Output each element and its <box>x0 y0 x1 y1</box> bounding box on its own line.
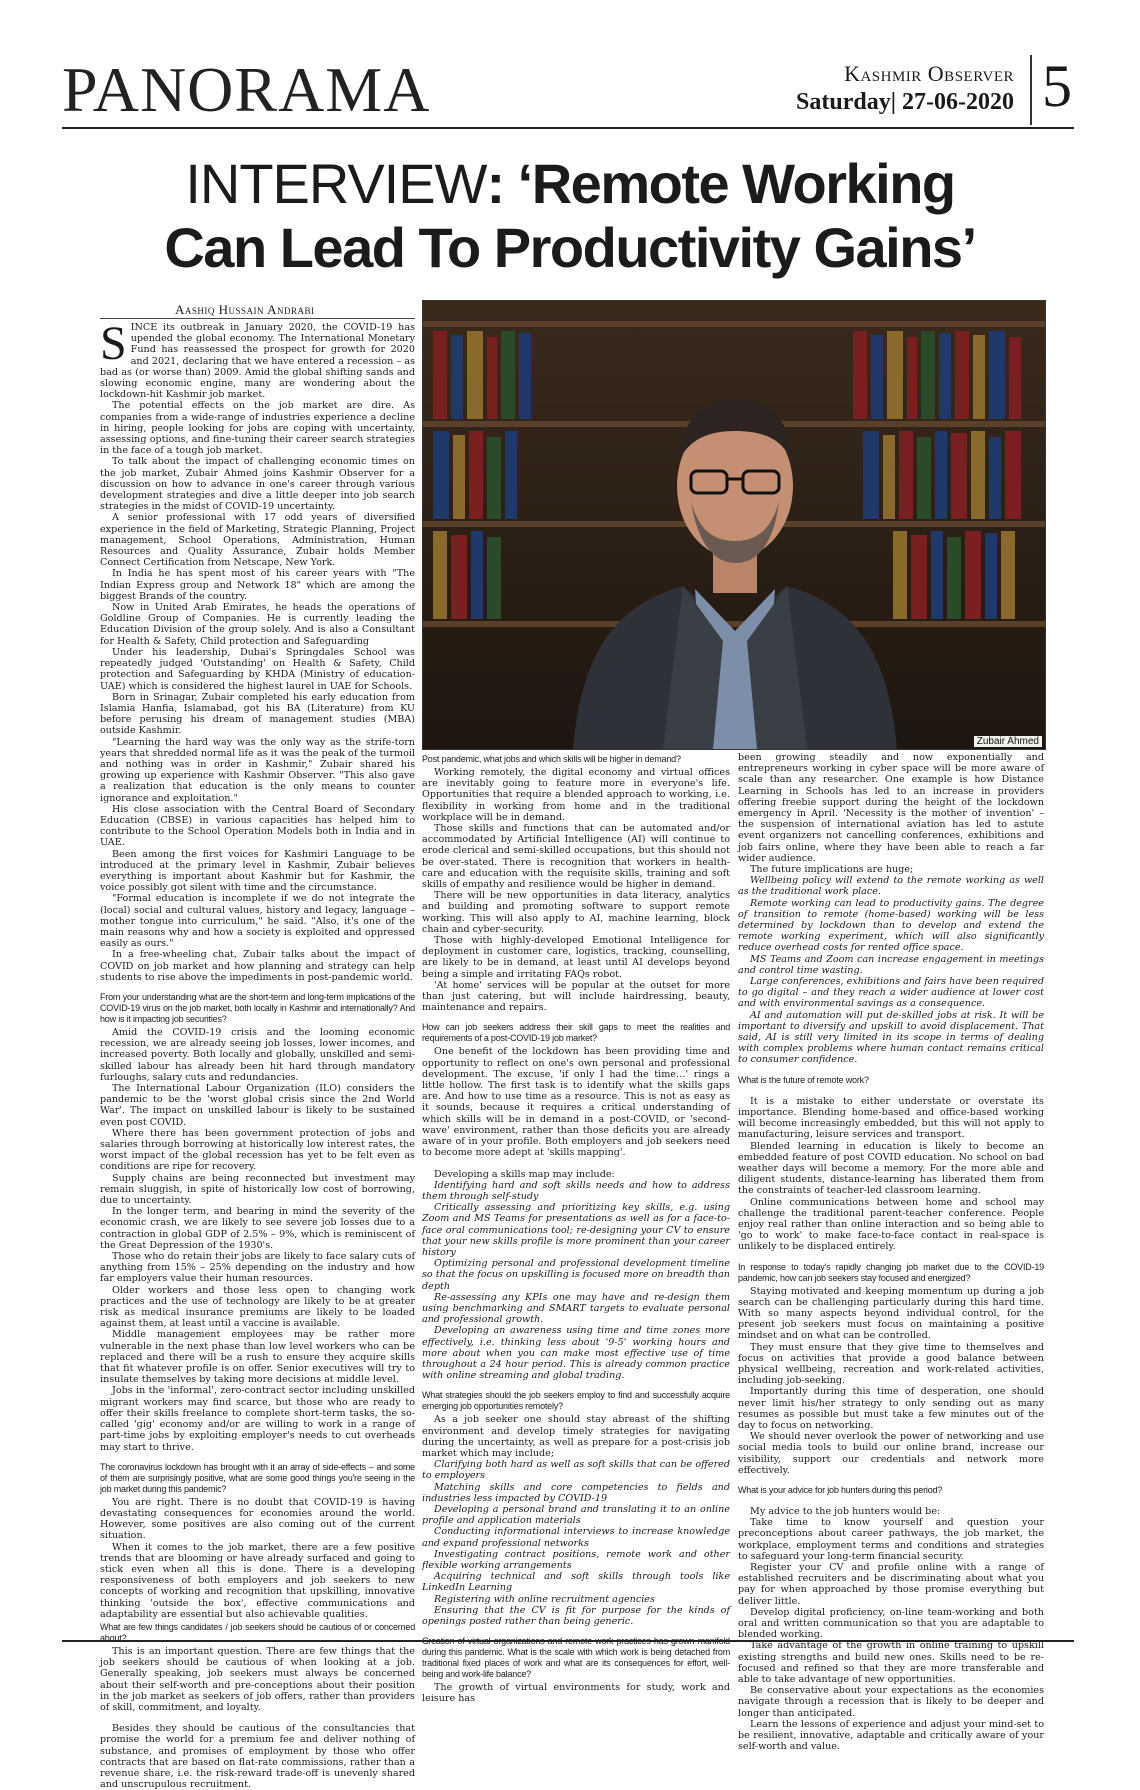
issue-date: Saturday| 27-06-2020 <box>796 89 1014 115</box>
paragraph: In the longer term, and bearing in mind the severity of the economic crash, we are likely to see severe job losses due to a contraction in global GDP of 2.5% – 9%, which is reminiscent of the Great Depression of the 1930's. <box>100 1206 415 1251</box>
headline <box>0 152 1140 280</box>
interview-question: What strategies should the job seekers employ to find and successfully acquire emerging job opportunities remotely? <box>422 1390 730 1412</box>
paragraph: The potential effects on the job market are dire. As companies from a wide-range of industries experience a decline in hiring, people looking for jobs are coping with uncertainty, assessing options, and fine-tuning their career search strategies in the face of a tough job market. <box>100 400 415 457</box>
list-item: Developing a personal brand and translating it to an online profile and application materials <box>422 1503 730 1527</box>
paragraph: Develop digital proficiency, on-line team-working and both oral and written communication so that you are adaptable to blended working. <box>738 1606 1044 1641</box>
headline-title-2: Can Lead To Productivity Gains’ <box>164 216 976 279</box>
interview-question: Creation of virtual organizations and remote work practices has grown manifold during this pandemic. What is the scale with which work is being detached from traditional fixed places of work and what are its consequences for effort, well-being and work-life balance? <box>422 1636 730 1680</box>
section-name: PANORAMA <box>62 54 431 125</box>
list-item: AI and automation will put de-skilled jobs at risk. It will be important to diversify and upskill to avoid displacement. That said, AI is still very limited in its scope in terms of dealing with complex problems where human contact remains critical to consumer confidence. <box>738 1009 1044 1066</box>
list-item: MS Teams and Zoom can increase engagement in meetings and control time wasting. <box>738 953 1044 976</box>
list-item: Matching skills and core competencies to fields and industries less impacted by COVID-19 <box>422 1481 730 1504</box>
paragraph: Jobs in the 'informal', zero-contract sector including unskilled migrant workers may find scarce, but those who are ready to offer their skills freelance to complete short-term tasks, the so-called 'gig' economy and/or are willing to work in a range of part-time jobs by exploiting employer's needs to cut overheads may start to thrive. <box>100 1385 415 1453</box>
paper-info <box>796 61 1014 117</box>
drop-cap: S <box>100 317 127 370</box>
interview-question: What are few things candidates / job seekers should be cautious of or concerned about? <box>100 1621 415 1643</box>
interview-question: What is the future of remote work? <box>738 1074 869 1085</box>
list-item: Developing an awareness using time and time zones more effectively, i.e. thinking less about '9-5' working hours and more about when you can make most effective use of time throughout a 24 hour period. This is already common practice with online streaming and global trading. <box>422 1325 730 1382</box>
paragraph: The future implications are huge; <box>750 864 914 876</box>
photo-caption: Zubair Ahmed <box>974 736 1042 747</box>
paragraph: They must ensure that they give time to themselves and focus on activities that provide a good balance between physical wellbeing, recreation and work-related activities, including job-seeking. <box>738 1341 1044 1387</box>
headline-title-1: ‘Remote Working <box>517 152 955 215</box>
paragraph: Take time to know yourself and question your preconceptions about career pathways, the job market, the workplace, employment terms and conditions and strategies to safeguard your long-term financial security. <box>738 1517 1044 1562</box>
paragraph: His close association with the Central Board of Secondary Education (CBSE) in various capacities has helped him to contribute to the School Operation Models both in India and in UAE. <box>100 803 415 849</box>
headline-kicker: INTERVIEW <box>185 152 487 215</box>
list-item: Re-assessing any KPIs one may have and re-design them using benchmarking and SMART targets to evaluate personal and professional growth. <box>422 1291 730 1326</box>
paragraph: Older workers and those less open to changing work practices and the use of technology are likely to be at greater risk as medical insurance premiums are likely to be loaded against them, at least until a vaccine is available. <box>100 1284 415 1330</box>
article-column-3 <box>738 752 1044 1753</box>
list-item: Critically assessing and prioritizing key skills, e.g. using Zoom and MS Teams for presentations as well as for a face-to-face oral communications tool; re-designing your CV to ensure that your new skills profile is more prominent than your career history <box>422 1202 730 1258</box>
paragraph: Been among the first voices for Kashmiri Language to be introduced at the primary level in Kashmir, Zubair believes everything is important about Kashmir but for Kashmir, the voice possibly got silent with time and the circumstance. <box>100 848 415 894</box>
paragraph: In a free-wheeling chat, Zubair talks about the impact of COVID on job market and how planning and strategy can help students to rise above the impediments in post-pandemic world. <box>100 949 415 983</box>
paragraph: "Formal education is incomplete if we do not integrate the (local) social and cultural values, history and legacy, language – mother tongue into curriculum," he said. "Also, it's one of the main reasons why and how a society is exploited and oppressed easily as ours." <box>100 893 415 950</box>
paragraph: It is a mistake to either understate or overstate its importance. Blending home-based and office-based working will become increasingly embedded, but this will not apply to manufacturing, leisure services and transport. <box>738 1095 1044 1141</box>
paragraph: Where there has been government protection of jobs and salaries through borrowing at historically low interest rates, the worst impact of the global recession has yet to be felt even as conditions are ripe for recovery. <box>100 1127 415 1173</box>
list-item: Optimizing personal and professional development timeline so that the focus on upskilling is focused more on breadth than depth <box>422 1258 730 1292</box>
interview-question: The coronavirus lockdown has brought with it an array of side-effects – and some of them are surprisingly positive, what are some good things you're seeing in the job market during this pandemic? <box>100 1461 415 1494</box>
paragraph: 'At home' services will be popular at the outset for more than just catering, but will include hairdressing, beauty, maintenance and repairs. <box>422 979 730 1014</box>
paragraph: "Learning the hard way was the only way as the strife-torn years that shredded normal life as it was the peak of the turmoil and nothing was in order in Kashmir," Zubair shared his growing up experience with Kashmir Observer. "This also gave a realization that education is the only means to counter ignorance and exploitation." <box>100 736 415 804</box>
list-item: Acquiring technical and soft skills through tools like LinkedIn Learning <box>422 1571 730 1594</box>
paragraph: Learn the lessons of experience and adjust your mind-set to be resilient, innovative, adaptable and critically aware of your self-worth and value. <box>738 1718 1044 1753</box>
paragraph: Blended learning in education is likely to become an embedded feature of post COVID education. No school on bad weather days will become a memory. For the more able and diligent students, distance-learning has liberated them from the constraints of teacher-led classroom learning. <box>738 1140 1044 1197</box>
masthead-rule <box>62 127 1074 129</box>
newspaper-name: Kashmir Observer <box>844 61 1014 86</box>
paragraph: Be conservative about your expectations as the economies navigate through a recession that is likely to be deeper and longer than anticipated. <box>738 1685 1044 1719</box>
paragraph: Developing a skills map may include: <box>434 1168 615 1180</box>
paragraph: Supply chains are being reconnected but investment may remain sluggish, in spite of historically low cost of borrowing, due to uncertainty. <box>100 1172 415 1207</box>
paragraph: Born in Srinagar, Zubair completed his early education from Islamia Hanfia, Islamabad, got his BA (Literature) from KU before perusing his dream of management studies (MBA) outside Kashmir. <box>100 691 415 737</box>
paragraph: Online communications between home and school may challenge the traditional parent-teacher conference. People enjoy real rather than online interaction and so being able to 'go to work' to make face-to-face contact in real-space is unlikely to be displaced entirely. <box>738 1196 1044 1253</box>
byline-rule <box>100 318 415 319</box>
list-item: Registering with online recruitment agencies <box>434 1593 655 1605</box>
paragraph: Now in United Arab Emirates, he heads the operations of Goldline Group of Companies. He is currently leading the Education Division of the group solely. And is also a Consultant for Health & Safety, Child protection and Safeguarding <box>100 602 415 647</box>
interview-question: What is your advice for job hunters during this period? <box>738 1484 943 1495</box>
interview-question: How can job seekers address their skill gaps to meet the realities and requirements of a post-COVID-19 job market? <box>422 1022 730 1044</box>
portrait-photo <box>422 300 1046 750</box>
interview-question: In response to today's rapidly changing job market due to the COVID-19 pandemic, how can job seekers stay focused and energized? <box>738 1261 1044 1283</box>
article-column-1 <box>100 317 415 1790</box>
interview-question: Post pandemic, what jobs and which skills will be higher in demand? <box>422 754 681 764</box>
paragraph: When it comes to the job market, there are a few positive trends that are blooming or have already surfaced and going to stick even when all this is done. There is a developing responsiveness of both employers and job seekers to new concepts of working and recognition that upskilling, innovative thinking 'outside the box', effective communications and adaptability are essential but also achievable qualities. <box>100 1541 415 1620</box>
list-item: Clarifying both hard as well as soft skills that can be offered to employers <box>422 1459 730 1482</box>
paragraph: been growing steadily and now exponentially and entrepreneurs working in cyber space will be more aware of scale than any researcher. One example is how Distance Learning in Schools has led to an increase in providers offering freebie support during the height of the lockdown emergency in April. 'Necessity is the mother of invention' – the suspension of international aviation has led to astute event organizers not cancelling conferences, exhibitions and job fairs online, where they have been able to reach a far wider audience. <box>738 752 1044 864</box>
paragraph: In India he has spent most of his career years with "The Indian Express group and Network 18" which are among the biggest Brands of the country. <box>100 568 415 602</box>
paragraph <box>100 317 415 401</box>
paragraph: Middle management employees may be rather more vulnerable in the next phase than low level workers who can be replaced and there will be a rush to ensure they acquire skills that fit whatever profile is on offer. Senior executives will try to insulate themselves by taking more decisions at middle level. <box>100 1329 415 1386</box>
paragraph: Under his leadership, Dubai's Springdales School was repeatedly judged 'Outstanding' on Health & Safety, Child protection and Safeguarding by KHDA (Ministry of education- UAE) which is considered the highest laurel in UAE for Schools. <box>100 646 415 692</box>
paragraph: Those with highly-developed Emotional Intelligence for deployment in customer care, logistics, tracking, counselling, are likely to be in demand, at least until AI develops beyond being a simple and irritating FAQs robot. <box>422 935 730 980</box>
list-item: Identifying hard and soft skills needs and how to address them through self-study <box>422 1179 730 1202</box>
paragraph: The International Labour Organization (ILO) considers the pandemic to be the 'worst global crisis since the 2nd World War'. The impact on unskilled labour is likely to be sustained even post COVID. <box>100 1083 415 1128</box>
paragraph: We should never overlook the power of networking and use social media tools to build our online brand, increase our visibility, support our credentials and network more effectively. <box>738 1431 1044 1476</box>
photo-illustration <box>423 301 1045 749</box>
byline: Aashiq Hussain Andrabi <box>175 302 315 317</box>
paragraph: A senior professional with 17 odd years of diversified experience in the field of Marketing, Strategic Planning, Project management, School Operations, Administration, Human Resources and Quality Assurance, Zubair holds Member Connect Certification from Netscape, New York. <box>100 512 415 569</box>
list-item: Ensuring that the CV is fit for purpose for the kinds of openings posted rather than being generic. <box>422 1604 730 1628</box>
paragraph: You are right. There is no doubt that COVID-19 is having devastating consequences for economies around the world. However, some positives are also coming out of the current situation. <box>100 1496 415 1542</box>
paragraph: Staying motivated and keeping momentum up during a job search can be challenging particularly during this hard time. With so many aspects beyond individual control, for the present job seekers must focus on maintaining a positive mindset and on what can be controlled. <box>738 1285 1044 1342</box>
paragraph: Register your CV and profile online with a range of established recruiters and be discriminating about what you pay for when approached by those promise everything but deliver little. <box>738 1562 1044 1607</box>
paragraph: Working remotely, the digital economy and virtual offices are inevitably going to feature more in everyone's life. Opportunities that require a blended approach to working, i.e. flexibility in working from home and in the traditional workplace will be in demand. <box>422 767 730 823</box>
paragraph: My advice to the job hunters would be: <box>750 1505 941 1517</box>
paragraph: As a job seeker one should stay abreast of the shifting environment and develop timely strategies for navigating during the uncertainty, as well as prepare for a post-crisis job market which may include; <box>422 1414 730 1459</box>
paragraph: Besides they should be cautious of the consultancies that promise the world for a premium fee and deliver nothing of substance, and promises of employment by those who offer contracts that are based on flat-rate commissions, rather than a revenue share, i.e. the risk-reward trade-off is unevenly shared and unscrupulous recruitment. <box>100 1723 415 1790</box>
page-number: 5 <box>1030 55 1072 125</box>
paragraph: Take advantage of the growth in online training to upskill existing strengths and build new ones. Skills need to be re-focused and refined so that they are more transferable and able to take advantage of new opportunities. <box>738 1640 1044 1686</box>
paragraph: Those who do retain their jobs are likely to face salary cuts of anything from 15% – 25% depending on the industry and how far employers value their human resources. <box>100 1251 415 1285</box>
article-column-2 <box>422 752 730 1705</box>
paragraph: Those skills and functions that can be automated and/or accommodated by Artificial Intelligence (AI) will continue to erode clerical and semi-skilled occupations, but this should not be over-stated. There is recognition that workers in health-care and education with the requisite skills, training and soft skills of empathy and resilience would be higher in demand. <box>422 823 730 891</box>
list-item: Investigating contract positions, remote work and other flexible working arrangements <box>422 1548 730 1571</box>
list-item: Conducting informational interviews to increase knowledge and expand professional networks <box>422 1526 730 1549</box>
headline-separator: : <box>486 152 518 215</box>
paragraph: Amid the COVID-19 crisis and the looming economic recession, we are already seeing job losses, lower incomes, and increased poverty. Both locally and globally, unskilled and semi-skilled labour has already been hit hard through mandatory furloughs, salary cuts and redundancies. <box>100 1026 415 1083</box>
list-item: Wellbeing policy will extend to the remote working as well as the traditional work place. <box>738 875 1044 898</box>
paragraph: Importantly during this time of desperation, one should never limit his/her strategy to only sending out as many resumes as possible but must take a few minutes out of the day to focus on networking. <box>738 1386 1044 1431</box>
paragraph: One benefit of the lockdown has been providing time and opportunity to reflect on one's own personal and professional development. The excuse, 'if only I had the time…' rings a little hollow. The first task is to identify what the skills gaps are. And how to use time as a resource. This is not as easy as it sounds, because it requires a critical understanding of which skills will be in demand in a post-COVID, or 'second-wave' environment, rather than those deficits you are already aware of in your profile. Both employers and job seekers need to become more adept at 'skills mapping'. <box>422 1046 730 1159</box>
list-item: Large conferences, exhibitions and fairs have been required to go digital – and they reach a wider audience at lower cost and with environmental savings as a consequence. <box>738 976 1044 1010</box>
headline-line-1 <box>0 152 1140 216</box>
paragraph-text: INCE its outbreak in January 2020, the COVID-19 has upended the global economy. The International Monetary Fund has reassessed the prospect for growth for 2020 and 2021, declaring that we have entered a recession – as bad as (or worse than) 2009. Amid the global shifting sands and slowing economic engine, many are wondering about the lockdown-hit Kashmir job market. <box>100 322 415 401</box>
footer-rule <box>62 1640 1074 1642</box>
interview-question: From your understanding what are the short-term and long-term implications of the COVID-19 virus on the job market, both locally in Kashmir and internationally? And how is it impacting job securities? <box>100 991 415 1024</box>
paragraph: To talk about the impact of challenging economic times on the job market, Zubair Ahmed joins Kashmir Observer for a discussion on how to advance in one's career through various development strategies and dive a little deeper into job search strategies in the midst of COVID-19 uncertainty. <box>100 456 415 513</box>
paragraph: There will be new opportunities in data literacy, analytics and building and promoting software to support remote working. This will also apply to AI, machine learning, block chain and cyber-security. <box>422 890 730 935</box>
paragraph: The growth of virtual environments for study, work and leisure has <box>422 1682 730 1705</box>
list-item: Remote working can lead to productivity gains. The degree of transition to remote (home-based) working will be less determined by lockdown than to develop and extend the remote working experiment, which will also significantly reduce overhead costs for rented office space. <box>738 897 1044 954</box>
masthead <box>62 55 1072 125</box>
paragraph: This is an important question. There are few things that the job seekers should be cautious of when looking at a job. Generally speaking, job seekers must always be concerned about their self-worth and pre-conceptions about their position in the job market as seekers of job offers, rather than providers of skill, commitment, and loyalty. <box>100 1645 415 1713</box>
